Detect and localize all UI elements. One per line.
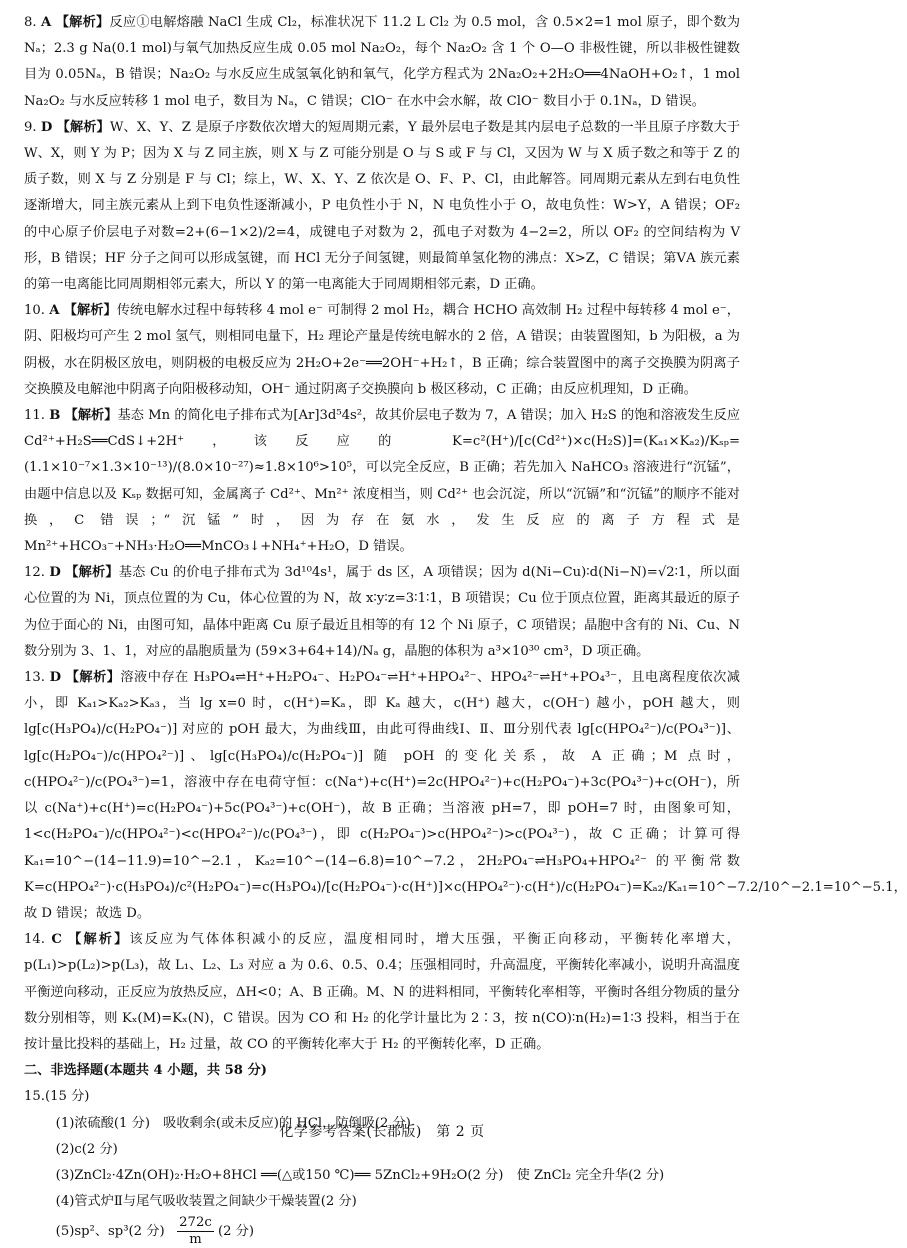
analysis-text: W、X、Y、Z 是原子序数依次增大的短周期元素，Y 最外层电子数是其内层电子总数的一半且原子序数大于 W、X，则 Y 为 P；因为 X 与 Z 同主族，则 X 与 Z 可能分别是 O 与 S 或 F 与 Cl，又因为 W 与 X 质子数之和等于 Z 的质子数，则 X 与 Z 分别是 F 与 Cl；综上，W、X、Y、Z 依次是 O、F、P、Cl，由此解答。同周期元素从左到右电负性逐渐增大，同主族元素从上到下电负性逐渐减小，P 电负性小于 N，N 电负性小于 O，故电负性：W>Y，A 错误；OF₂ 的中心原子价层电子对数=2+(6−1×2)/2=4，成键电子对数为 2，孤电子对数为 4−2=2，所以 OF₂ 的空间结构为 V 形，B 错误；HF 分子之间可以形成氢键，而 HCl 无分子间氢键，则最简单氢化物的沸点：X>Z，C 错误；第ⅤA 族元素的第一电离能比同周期相邻元素大，所以 Y 的第一电离能大于同周期相邻元素，D 正确。	[24, 119, 741, 293]
answer-choice: D	[49, 670, 62, 686]
section-heading: 二、非选择题(本题共 4 小题，共 58 分)	[24, 1063, 267, 1079]
answer-part-5-score: (2 分)	[217, 1224, 254, 1240]
question-number: 9.	[24, 119, 37, 135]
answer-q10	[24, 298, 740, 403]
answer-choice: A	[41, 15, 52, 30]
answer-q14	[24, 927, 740, 1058]
answer-part-4: (4)管式炉Ⅱ与尾气吸收装置之间缺少干燥装置(2 分)	[55, 1194, 357, 1210]
answer-q12	[24, 560, 740, 665]
answer-choice: A	[49, 303, 60, 319]
analysis-text: 溶液中存在 H₃PO₄⇌H⁺+H₂PO₄⁻、H₂PO₄⁻⇌H⁺+HPO₄²⁻、HPO₄²⁻⇌H⁺+PO₄³⁻，且电离程度依次减小，即 Kₐ₁>Kₐ₂>Kₐ₃，当 lg x=0 时，c(H⁺)=Kₐ，即 Kₐ 越大，c(H⁺) 越大，c(OH⁻) 越小，pOH 越大，则 lg[c(H₃PO₄)/c(H₂PO₄⁻)] 对应的 pOH 最大，为曲线Ⅲ，由此可得曲线Ⅰ、Ⅱ、Ⅲ分别代表 lg[c(HPO₄²⁻)/c(PO₄³⁻)]、lg[c(H₂PO₄⁻)/c(HPO₄²⁻)]、lg[c(H₃PO₄)/c(H₂PO₄⁻)] 随 pOH 的变化关系，故 A 正确；M 点时，c(HPO₄²⁻)/c(PO₄³⁻)=1，溶液中存在电荷守恒：c(Na⁺)+c(H⁺)=2c(HPO₄²⁻)+c(H₂PO₄⁻)+3c(PO₄³⁻)+c(OH⁻)，所以 c(Na⁺)+c(H⁺)=c(H₂PO₄⁻)+5c(PO₄³⁻)+c(OH⁻)，故 B 正确；当溶液 pH=7，即 pOH=7 时，由图象可知，1<c(H₂PO₄⁻)/c(HPO₄²⁻)<c(HPO₄²⁻)/c(PO₄³⁻)，即 c(H₂PO₄⁻)>c(HPO₄²⁻)>c(PO₄³⁻)，故 C 正确；计算可得 Kₐ₁=10^−(14−11.9)=10^−2.1，Kₐ₂=10^−(14−6.8)=10^−7.2，2H₂PO₄⁻⇌H₃PO₄+HPO₄²⁻ 的平衡常数 K=c(HPO₄²⁻)·c(H₃PO₄)/c²(H₂PO₄⁻)=c(H₃PO₄)/[c(H₂PO₄⁻)·c(H⁺)]×c(HPO₄²⁻)·c(H⁺)/c(H₂PO₄⁻)=Kₐ₂/Kₐ₁=10^−7.2/10^−2.1=10^−5.1，故 D 错误；故选 D。	[24, 670, 907, 921]
question-title: 15.(15 分)	[24, 1089, 90, 1105]
fraction	[177, 1215, 214, 1248]
analysis-tag: 【解析】	[56, 119, 110, 135]
analysis-tag: 【解析】	[65, 565, 119, 581]
fraction-numerator: 272c	[179, 1215, 212, 1231]
answer-q15	[24, 1084, 740, 1248]
answer-q9	[24, 115, 740, 298]
page-footer: 化学参考答案(长郡版) 第 2 页	[279, 1123, 485, 1140]
question-number: 14.	[24, 932, 45, 948]
analysis-text: 传统电解水过程中每转移 4 mol e⁻ 可制得 2 mol H₂，耦合 HCHO 高效制 H₂ 过程中每转移 4 mol e⁻，阴、阳极均可产生 2 mol 氢气，则相同电量下，H₂ 理论产量是传统电解水的 2 倍，A 错误；由装置图知，b 为阳极，a 为阴极，水在阴极区放电，则阴极的电极反应为 2H₂O+2e⁻══2OH⁻+H₂↑，B 正确；综合装置图中的离子交换膜为阴离子交换膜及电解池中阴离子向阳极移动知，OH⁻ 通过阴离子交换膜向 b 极区移动，C 正确；由反应机理知，D 正确。	[24, 303, 740, 397]
answer-q13	[24, 665, 907, 927]
answer-choice: C	[51, 932, 62, 948]
answer-part-3: (3)ZnCl₂·4Zn(OH)₂·H₂O+8HCl ══(△或150 ℃)══ 5ZnCl₂+9H₂O(2 分) 使 ZnCl₂ 完全升华(2 分)	[55, 1167, 665, 1183]
analysis-tag: 【解析】	[63, 303, 117, 319]
analysis-tag: 【解析】	[55, 15, 110, 30]
analysis-tag: 【解析】	[65, 670, 121, 686]
answer-q11	[24, 403, 740, 560]
analysis-tag: 【解析】	[64, 408, 118, 424]
analysis-text: 基态 Mn 的简化电子排布式为[Ar]3d⁵4s²，故其价层电子数为 7，A 错误；加入 H₂S 的饱和溶液发生反应 Cd²⁺+H₂S══CdS↓+2H⁺，该反应的 K=c²(H⁺)/[c(Cd²⁺)×c(H₂S)]=(Kₐ₁×Kₐ₂)/Kₛₚ=(1.1×10⁻⁷×1.3×10⁻¹³)/(8.0×10⁻²⁷)≈1.8×10⁶>10⁵，可以完全反应，B 正确；若先加入 NaHCO₃ 溶液进行“沉锰”，由题中信息以及 Kₛₚ 数据可知，金属离子 Cd²⁺、Mn²⁺ 浓度相当，则 Cd²⁺ 也会沉淀，所以“沉镉”和“沉锰”的顺序不能对换，C 错误；“沉锰”时，因为存在氨水，发生反应的离子方程式是 Mn²⁺+HCO₃⁻+NH₃·H₂O══MnCO₃↓+NH₄⁺+H₂O，D 错误。	[24, 408, 741, 555]
answer-q8	[24, 10, 740, 115]
question-number: 13.	[24, 670, 45, 686]
answer-choice: D	[40, 119, 53, 135]
answer-part-5-text: (5)sp²、sp³(2 分)	[55, 1224, 165, 1240]
analysis-text: 该反应为气体体积减小的反应，温度相同时，增大压强，平衡正向移动，平衡转化率增大，p(L₁)>p(L₂)>p(L₃)，故 L₁、L₂、L₃ 对应 a 为 0.6、0.5、0.4；压强相同时，升高温度，平衡转化率减小，说明升高温度平衡逆向移动，正反应为放热反应，ΔH<0；A、B 正确。M、N 的进料相同，平衡转化率相等，平衡时各组分物质的量分数分别相等，则 Kₓ(M)=Kₓ(N)，C 错误。因为 CO 和 H₂ 的化学计量比为 2∶3，按 n(CO)∶n(H₂)=1∶3 投料，相当于在按计量比投料的基础上，H₂ 过量，故 CO 的平衡转化率大于 H₂ 的平衡转化率，D 正确。	[24, 932, 740, 1052]
answer-part-5	[24, 1215, 740, 1248]
analysis-tag: 【解析】	[68, 932, 130, 948]
question-number: 12.	[24, 565, 45, 581]
answer-choice: D	[49, 565, 61, 581]
fraction-denominator: m	[189, 1232, 202, 1248]
question-number: 8.	[24, 15, 37, 30]
question-number: 10.	[24, 303, 45, 319]
analysis-text: 反应①电解熔融 NaCl 生成 Cl₂，标准状况下 11.2 L Cl₂ 为 0.5 mol，含 0.5×2=1 mol 原子，即个数为 Nₐ；2.3 g Na(0.1 mol)与氧气加热反应生成 0.05 mol Na₂O₂，每个 Na₂O₂ 含 1 个 O—O 非极性键，所以非极性键数目为 0.05Nₐ，B 错误；Na₂O₂ 与水反应生成氢氧化钠和氧气，化学方程式为 2Na₂O₂+2H₂O══4NaOH+O₂↑，1 mol Na₂O₂ 与水反应转移 1 mol 电子，数目为 Nₐ，C 错误；ClO⁻ 在水中会水解，故 ClO⁻ 数目小于 0.1Nₐ，D 错误。	[24, 15, 741, 109]
answer-choice: B	[49, 408, 61, 424]
answer-part-2: (2)c(2 分)	[55, 1141, 118, 1157]
question-number: 11.	[24, 408, 45, 424]
analysis-text: 基态 Cu 的价电子排布式为 3d¹⁰4s¹，属于 ds 区，A 项错误；因为 d(Ni−Cu)∶d(Ni−N)=√2∶1，所以面心位置的为 Ni，顶点位置的为 Cu，体心位置的为 N，故 x∶y∶z=3∶1∶1，B 项错误；Cu 位于顶点位置，距离其最近的原子为位于面心的 Ni，由图可知，晶体中距离 Cu 原子最近且相等的有 12 个 Ni 原子，C 项错误；晶胞中含有的 Ni、Cu、N 数分别为 3、1、1，对应的晶胞质量为 (59×3+64+14)/Nₐ g，晶胞的体积为 a³×10³⁰ cm³，D 项正确。	[24, 565, 740, 659]
answer-part-1: (1)浓硫酸(1 分) 吸收剩余(或未反应)的 HCl，防倒吸(2 分)	[55, 1115, 411, 1131]
